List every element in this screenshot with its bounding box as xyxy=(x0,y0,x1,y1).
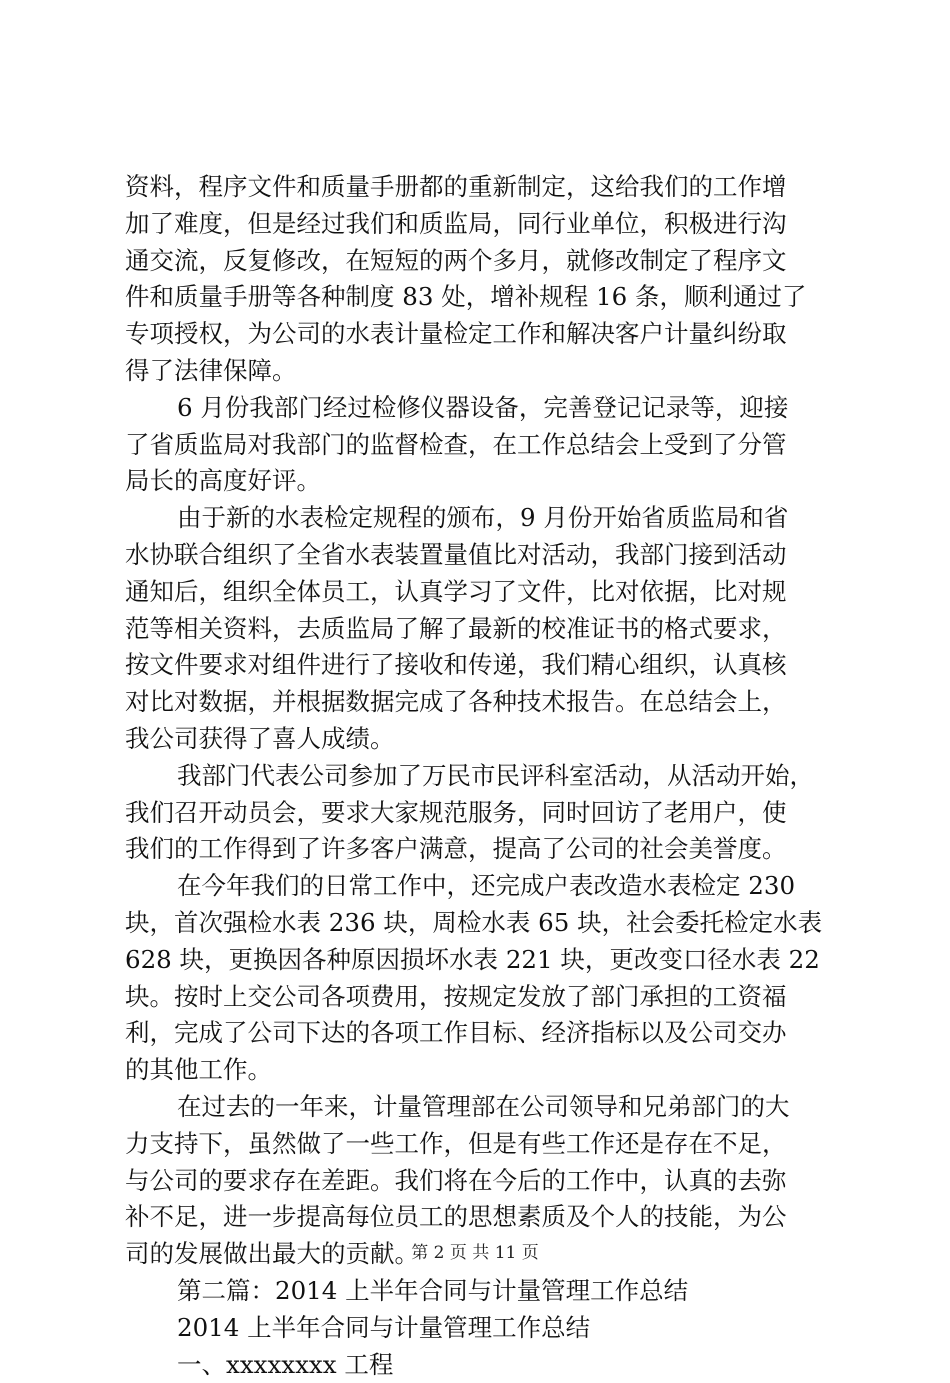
text-line: 了省质监局对我部门的监督检查，在工作总结会上受到了分管 xyxy=(125,427,837,464)
text-line: 我们召开动员会，要求大家规范服务，同时回访了老用户，使 xyxy=(125,795,837,832)
paragraph-4 xyxy=(125,758,837,868)
page-number-footer: 第 2 页 共 11 页 xyxy=(0,1241,950,1265)
text-line: 水协联合组织了全省水表装置量值比对活动，我部门接到活动 xyxy=(125,537,837,574)
text-line: 司的发展做出最大的贡献。 xyxy=(125,1236,837,1273)
part-title: 第二篇：2014 上半年合同与计量管理工作总结 xyxy=(125,1273,837,1310)
paragraph-1 xyxy=(125,169,837,390)
text-line: 局长的高度好评。 xyxy=(125,463,837,500)
text-line: 力支持下，虽然做了一些工作，但是有些工作还是存在不足， xyxy=(125,1126,837,1163)
text-line: 通知后，组织全体员工，认真学习了文件，比对依据，比对规 xyxy=(125,574,837,611)
paragraph-5 xyxy=(125,868,837,1089)
text-line: 与公司的要求存在差距。我们将在今后的工作中，认真的去弥 xyxy=(125,1163,837,1200)
text-line: 628 块，更换因各种原因损坏水表 221 块，更改变口径水表 22 xyxy=(125,942,837,979)
text-line: 得了法律保障。 xyxy=(125,353,837,390)
text-line: 通交流，反复修改，在短短的两个多月，就修改制定了程序文 xyxy=(125,243,837,280)
text-line: 由于新的水表检定规程的颁布，9 月份开始省质监局和省 xyxy=(125,500,837,537)
text-line: 按文件要求对组件进行了接收和传递，我们精心组织，认真核 xyxy=(125,647,837,684)
text-line: 我部门代表公司参加了万民市民评科室活动，从活动开始， xyxy=(125,758,837,795)
text-line: 对比对数据，并根据数据完成了各种技术报告。在总结会上， xyxy=(125,684,837,721)
text-line: 补不足，进一步提高每位员工的思想素质及个人的技能，为公 xyxy=(125,1199,837,1236)
text-line: 的其他工作。 xyxy=(125,1052,837,1089)
text-line: 6 月份我部门经过检修仪器设备，完善登记记录等，迎接 xyxy=(125,390,837,427)
text-line: 在过去的一年来，计量管理部在公司领导和兄弟部门的大 xyxy=(125,1089,837,1126)
paragraph-3 xyxy=(125,500,837,758)
text-line: 我们的工作得到了许多客户满意，提高了公司的社会美誉度。 xyxy=(125,831,837,868)
text-line: 范等相关资料，去质监局了解了最新的校准证书的格式要求， xyxy=(125,611,837,648)
document-title: 2014 上半年合同与计量管理工作总结 xyxy=(125,1310,837,1347)
text-line: 加了难度，但是经过我们和质监局，同行业单位，积极进行沟 xyxy=(125,206,837,243)
text-line: 件和质量手册等各种制度 83 处，增补规程 16 条，顺利通过了 xyxy=(125,279,837,316)
paragraph-2 xyxy=(125,390,837,500)
text-line: 资料，程序文件和质量手册都的重新制定，这给我们的工作增 xyxy=(125,169,837,206)
text-line: 块，首次强检水表 236 块，周检水表 65 块，社会委托检定水表 xyxy=(125,905,837,942)
text-line: 专项授权，为公司的水表计量检定工作和解决客户计量纠纷取 xyxy=(125,316,837,353)
text-line: 块。按时上交公司各项费用，按规定发放了部门承担的工资福 xyxy=(125,979,837,1016)
section-heading: 一、xxxxxxxx 工程 xyxy=(125,1347,837,1383)
text-line: 在今年我们的日常工作中，还完成户表改造水表检定 230 xyxy=(125,868,837,905)
text-line: 我公司获得了喜人成绩。 xyxy=(125,721,837,758)
text-line: 利，完成了公司下达的各项工作目标、经济指标以及公司交办 xyxy=(125,1015,837,1052)
document-body xyxy=(125,169,837,1383)
